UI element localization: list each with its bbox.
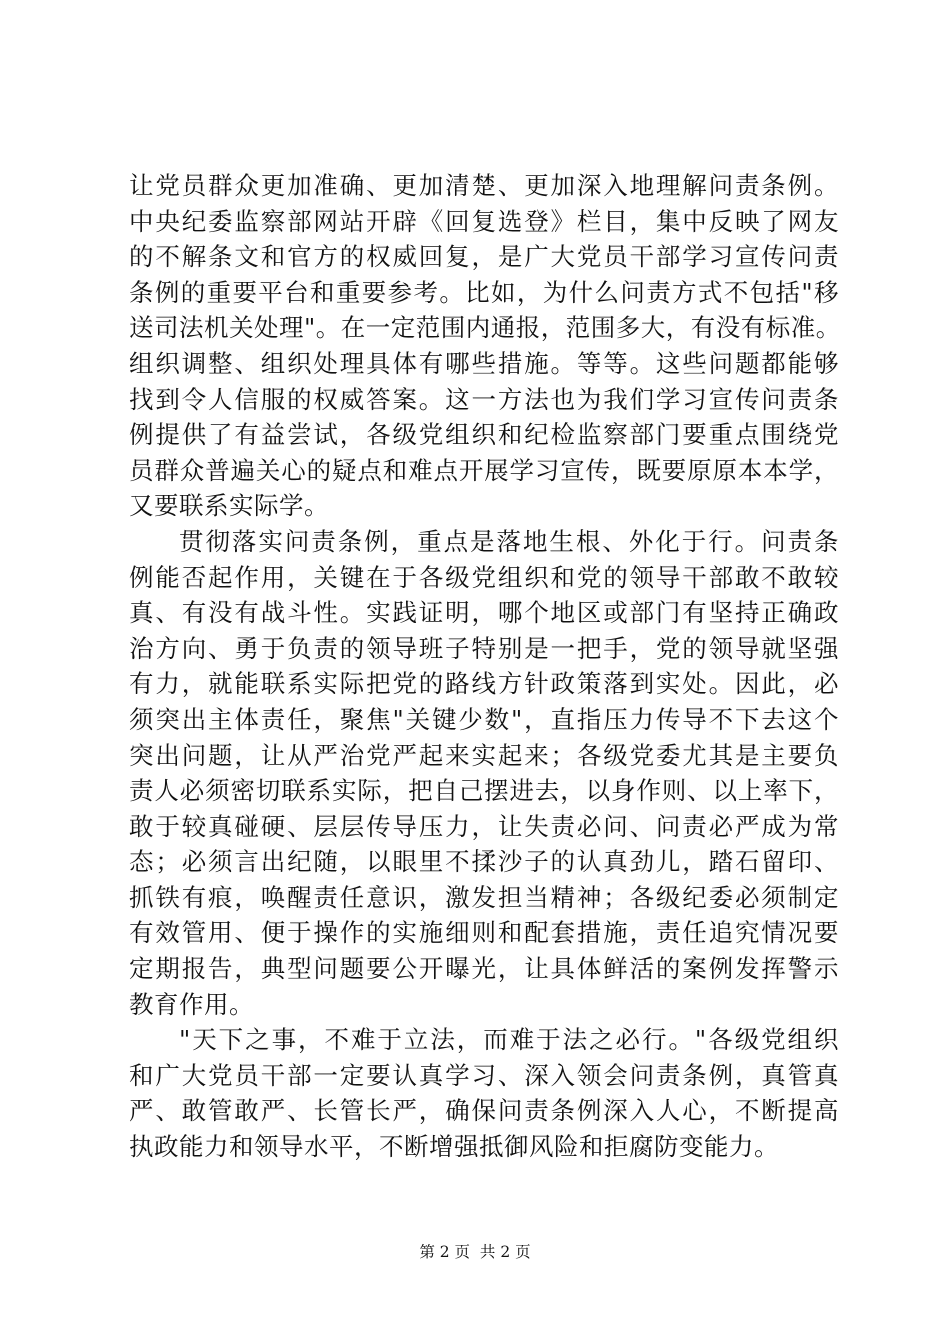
- text-line: 敢于较真碰硬、层层传导压力，让失责必问、问责必严成为常: [129, 811, 839, 841]
- text-line: 中央纪委监察部网站开辟《回复选登》栏目，集中反映了网友: [129, 206, 839, 236]
- text-line: 的不解条文和官方的权威回复，是广大党员干部学习宣传问责: [129, 242, 839, 272]
- text-line: 又要联系实际学。: [129, 491, 329, 521]
- text-line: 例能否起作用，关键在于各级党组织和党的领导干部敢不敢较: [129, 562, 839, 592]
- text-line: 贯彻落实问责条例，重点是落地生根、外化于行。问责条: [179, 526, 839, 556]
- text-line: 找到令人信服的权威答案。这一方法也为我们学习宣传问责条: [129, 384, 839, 414]
- text-line: 条例的重要平台和重要参考。比如，为什么问责方式不包括"移: [129, 277, 839, 307]
- paragraph: [129, 1022, 839, 1164]
- text-line: 有力，就能联系实际把党的路线方针政策落到实处。因此，必: [129, 669, 839, 699]
- text-line: "天下之事，不难于立法，而难于法之必行。"各级党组织: [179, 1025, 839, 1055]
- text-line: 定期报告，典型问题要公开曝光，让具体鲜活的案例发挥警示: [129, 954, 839, 984]
- text-line: 送司法机关处理"。在一定范围内通报，范围多大，有没有标准。: [129, 313, 841, 343]
- page-footer: 第 2 页 共 2 页: [419, 1243, 531, 1261]
- text-line: 责人必须密切联系实际，把自己摆进去，以身作则、以上率下，: [129, 776, 839, 806]
- text-line: 组织调整、组织处理具体有哪些措施。等等。这些问题都能够: [129, 348, 839, 378]
- text-line: 严、敢管敢严、长管长严，确保问责条例深入人心，不断提高: [129, 1096, 839, 1126]
- text-line: 有效管用、便于操作的实施细则和配套措施，责任追究情况要: [129, 918, 839, 948]
- text-line: 须突出主体责任，聚焦"关键少数"，直指压力传导不下去这个: [129, 704, 839, 734]
- text-line: 突出问题，让从严治党严起来实起来；各级党委尤其是主要负: [129, 740, 839, 770]
- text-line: 例提供了有益尝试，各级党组织和纪检监察部门要重点围绕党: [129, 420, 839, 450]
- text-line: 真、有没有战斗性。实践证明，哪个地区或部门有坚持正确政: [129, 598, 839, 628]
- text-line: 和广大党员干部一定要认真学习、深入领会问责条例，真管真: [129, 1060, 839, 1090]
- text-line: 教育作用。: [129, 989, 254, 1019]
- paragraph: [129, 168, 839, 524]
- text-line: 执政能力和领导水平，不断增强抵御风险和拒腐防变能力。: [129, 1132, 779, 1162]
- text-line: 抓铁有痕，唤醒责任意识，激发担当精神；各级纪委必须制定: [129, 882, 839, 912]
- text-line: 治方向、勇于负责的领导班子特别是一把手，党的领导就坚强: [129, 633, 839, 663]
- text-line: 让党员群众更加准确、更加清楚、更加深入地理解问责条例。: [129, 171, 839, 200]
- text-line: 态；必须言出纪随，以眼里不揉沙子的认真劲儿，踏石留印、: [129, 847, 839, 877]
- document-body: [129, 168, 839, 1165]
- paragraph: [129, 524, 839, 1022]
- text-line: 员群众普遍关心的疑点和难点开展学习宣传，既要原原本本学，: [129, 455, 839, 485]
